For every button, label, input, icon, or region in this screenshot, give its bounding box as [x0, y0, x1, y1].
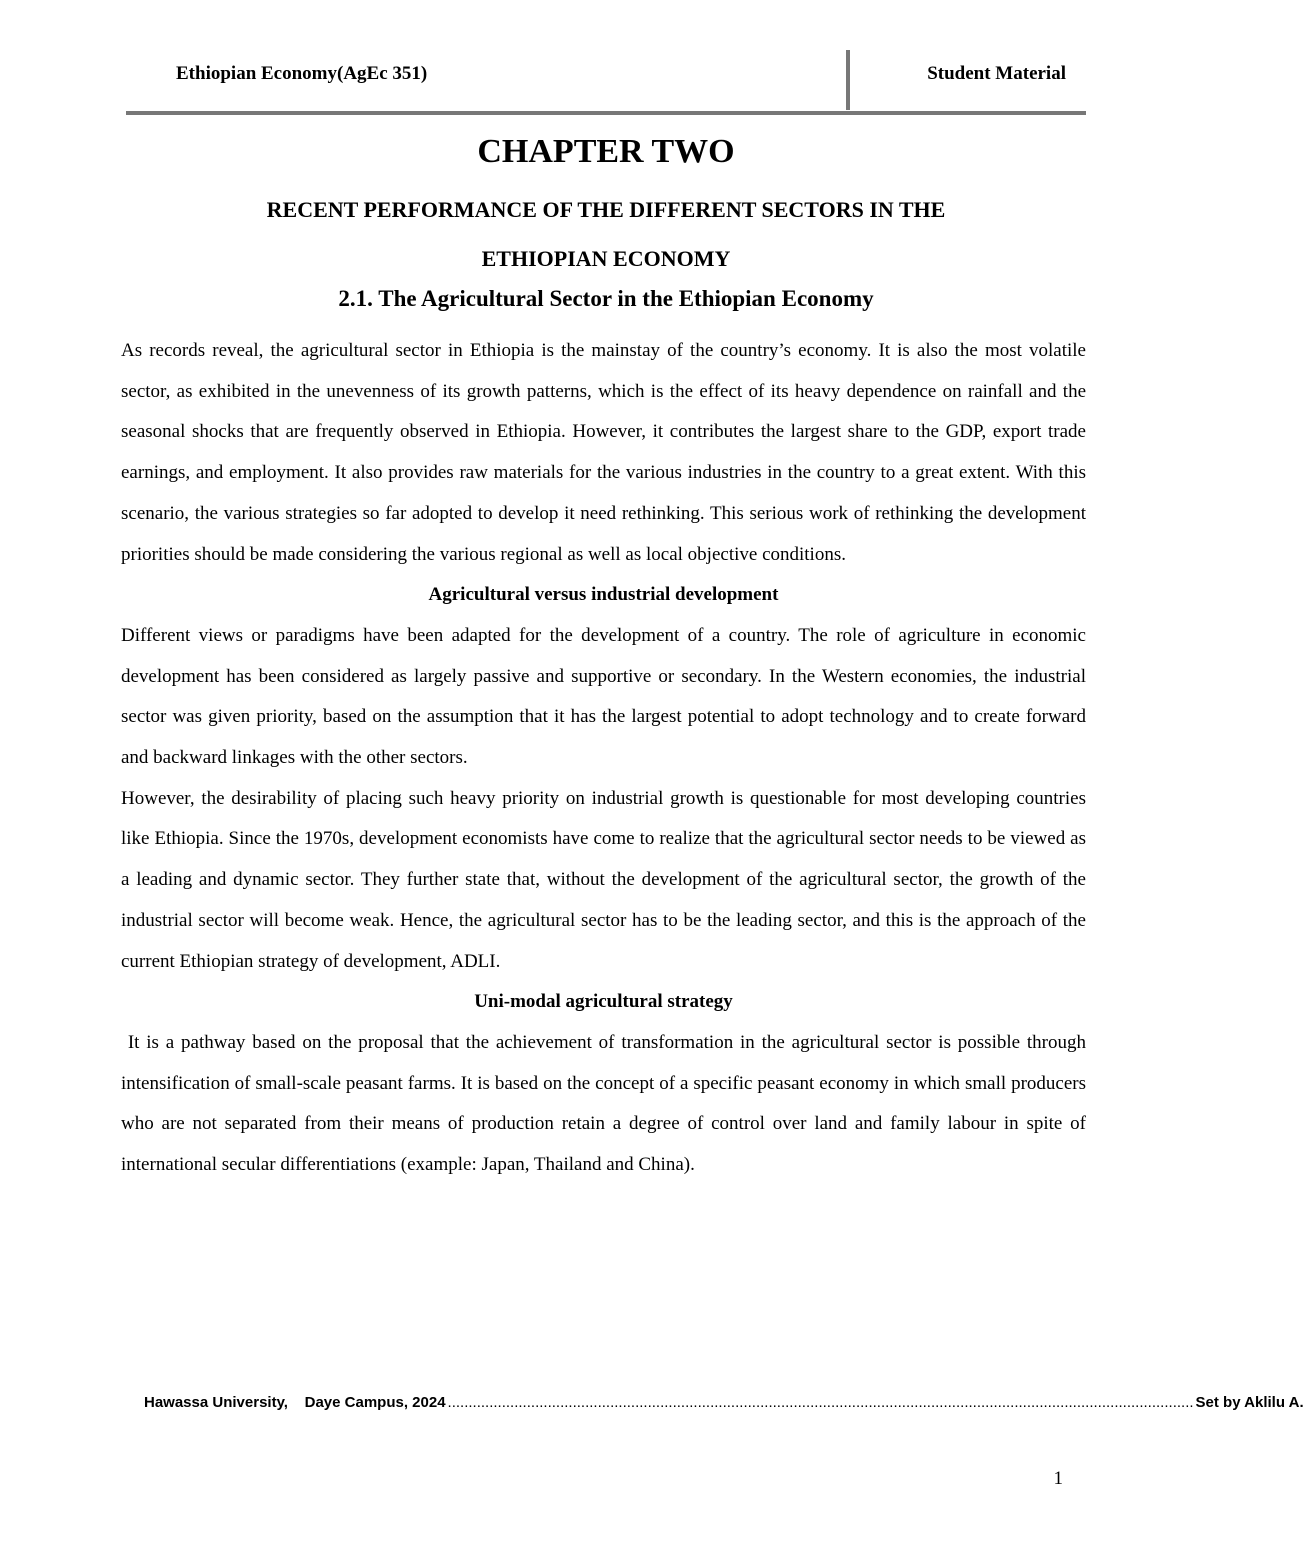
paragraph-desirability: However, the desirability of placing such heavy priority on industrial growth is questionable for most developing countries like Ethiopia. Since the 1970s, development economists have come to realize that the agricultural sector needs to be viewed as a leading and dynamic sector. They further state that, without the development of the agricultural sector, the growth of the industrial sector will become weak. Hence, the agricultural sector has to be the leading sector, and this is the approach of the current Ethiopian strategy of development, ADLI. [121, 787, 1086, 972]
paragraph-intro: As records reveal, the agricultural sector in Ethiopia is the mainstay of the country’s economy. It is also the most volatile sector, as exhibited in the unevenness of its growth patterns, which is the effect of its heavy dependence on rainfall and the seasonal shocks that are frequently observed in Ethiopia. However, it contributes the largest share to the GDP, export trade earnings, and employment. It also provides raw materials for the various industries in the country to a great extent. With this scenario, the various strategies so far adopted to develop it need rethinking. This serious work of rethinking the development priorities should be made considering the various regional as well as local objective conditions. [121, 340, 1086, 565]
chapter-title: CHAPTER TWO [477, 133, 735, 170]
header-rule [126, 111, 1086, 115]
page-footer [144, 1394, 1304, 1411]
section-title-line-2: ETHIOPIAN ECONOMY [481, 246, 731, 271]
paragraph-paradigms: Different views or paradigms have been adapted for the development of a country. The role of agriculture in economic development has been considered as largely passive and supportive or secondary. In the Western economies, the industrial sector was given priority, based on the assumption that it has the largest potential to adopt technology and to create forward and backward linkages with the other sectors. [121, 624, 1086, 769]
section-title [126, 185, 1086, 283]
page-header [126, 50, 1086, 112]
paragraph-uni-modal [121, 1023, 1086, 1186]
body-text [121, 331, 1086, 1186]
footer-institution: Hawassa University, Daye Campus, 2024 [144, 1394, 446, 1411]
header-divider [846, 50, 850, 110]
heading-agri-vs-industrial: Agricultural versus industrial development [428, 584, 779, 606]
section-title-line-1: RECENT PERFORMANCE OF THE DIFFERENT SECTORS IN THE [266, 197, 946, 222]
page-number: 1 [1053, 1468, 1063, 1489]
header-material-label: Student Material [927, 63, 1066, 84]
footer-leader-dots: ................................................................................................................................................................................... [447, 1394, 1194, 1411]
paragraph-uni-modal-text: It is a pathway based on the proposal that the achievement of transformation in the agricultural sector is possible through intensification of small-scale peasant farms. It is based on the concept of a specific peasant economy in which small producers who are not separated from their means of production retain a degree of control over land and family labour in spite of international secular differentiations (example: Japan, Thailand and China). [121, 1031, 1087, 1176]
header-course-title: Ethiopian Economy(AgEc 351) [176, 63, 428, 84]
footer-author: Set by Aklilu A. [1195, 1394, 1304, 1411]
subsection-title: 2.1. The Agricultural Sector in the Ethiopian Economy [338, 286, 874, 311]
heading-uni-modal: Uni-modal agricultural strategy [474, 991, 733, 1013]
